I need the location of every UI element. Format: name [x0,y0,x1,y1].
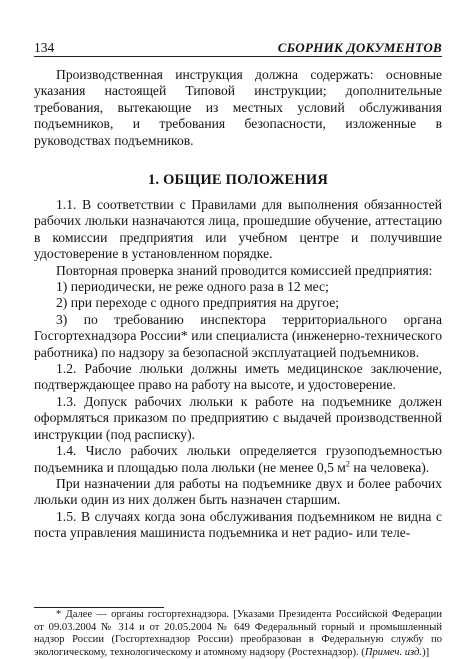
paragraph-senior: При назначении для работы на подъемнике двух и более рабочих люльки один из них должен быть назначен старшим. [34,475,442,508]
running-header [34,36,442,57]
paragraph-1-4-text: 1.4. Число рабочих люльки определяется грузоподъемностью подъемника и площадью пола люльки (не менее 0,5 м [34,443,442,475]
paragraph-recheck: Повторная проверка знаний проводится комиссией предприятия: [56,262,433,278]
collection-title: СБОРНИК ДОКУМЕНТОВ [277,40,442,55]
list-item-2: 2) при переходе с одного предприятия на другое; [56,295,340,311]
paragraph-1-4 [34,443,442,476]
footnote-editor-note: Примеч. изд. [364,646,423,658]
section-body [34,197,442,542]
intro-paragraph: Производственная инструкция должна содержать: основные указания настоящей Типовой инструкции; дополнительные требования, вытекающие из местных условий обслуживания подъемников, и требования безопасности, изложенные в руководствах подъемников. [34,67,442,148]
list-item-1: 1) периодически, не реже одного раза в 12 мес; [56,279,329,295]
paragraph-1-3: 1.3. Допуск рабочих люльки к работе на подъемнике должен оформляться приказом по предприятию с выдачей производственной инструкции (под расписку). [34,393,442,442]
section-heading: 1. ОБЩИЕ ПОЛОЖЕНИЯ [147,172,329,188]
paragraph-1-4-tail: на человека). [349,459,430,475]
paragraph-1-1: 1.1. В соответствии с Правилами для выполнения обязанностей рабочих люльки назначаются лица, прошедшие обучение, аттестацию в комиссии предприятия или учебном центре и получившие удостоверение в установленном порядке. [34,197,442,262]
area-unit-superscript: 2 [345,458,350,468]
paragraph-1-2: 1.2. Рабочие люльки должны иметь медицинское заключение, подтверждающее право на работу на высоте, и удостоверение. [34,361,442,393]
intro-block [34,67,442,149]
footnote-divider [34,607,164,608]
footnote-paragraph [34,609,442,659]
footnote-close: )] [422,646,430,658]
paragraph-1-5: 1.5. В случаях когда зона обслуживания подъемником не видна с поста управления машиниста подъемника и нет радио- или теле- [34,508,442,541]
footnote [34,609,442,659]
list-item-3: 3) по требованию инспектора территориального органа Госгортехнадзора России* или специалиста (инженерно-технического работника) по надзору за безопасной эксплуатацией подъемников. [34,311,442,360]
page-number: 134 [34,40,55,55]
footnote-text: * Далее — органы госгортехнадзора. [Указами Президента Российской Федерации от 09.03.2004 № 314 и от 20.05.2004 № 649 Федеральный горный и промышленный надзор России (Госгортехнадзор России) преобразован в Федеральную службу по экологическому, технологическому и атомному надзору (Ростехнадзор). ( [34,609,442,658]
